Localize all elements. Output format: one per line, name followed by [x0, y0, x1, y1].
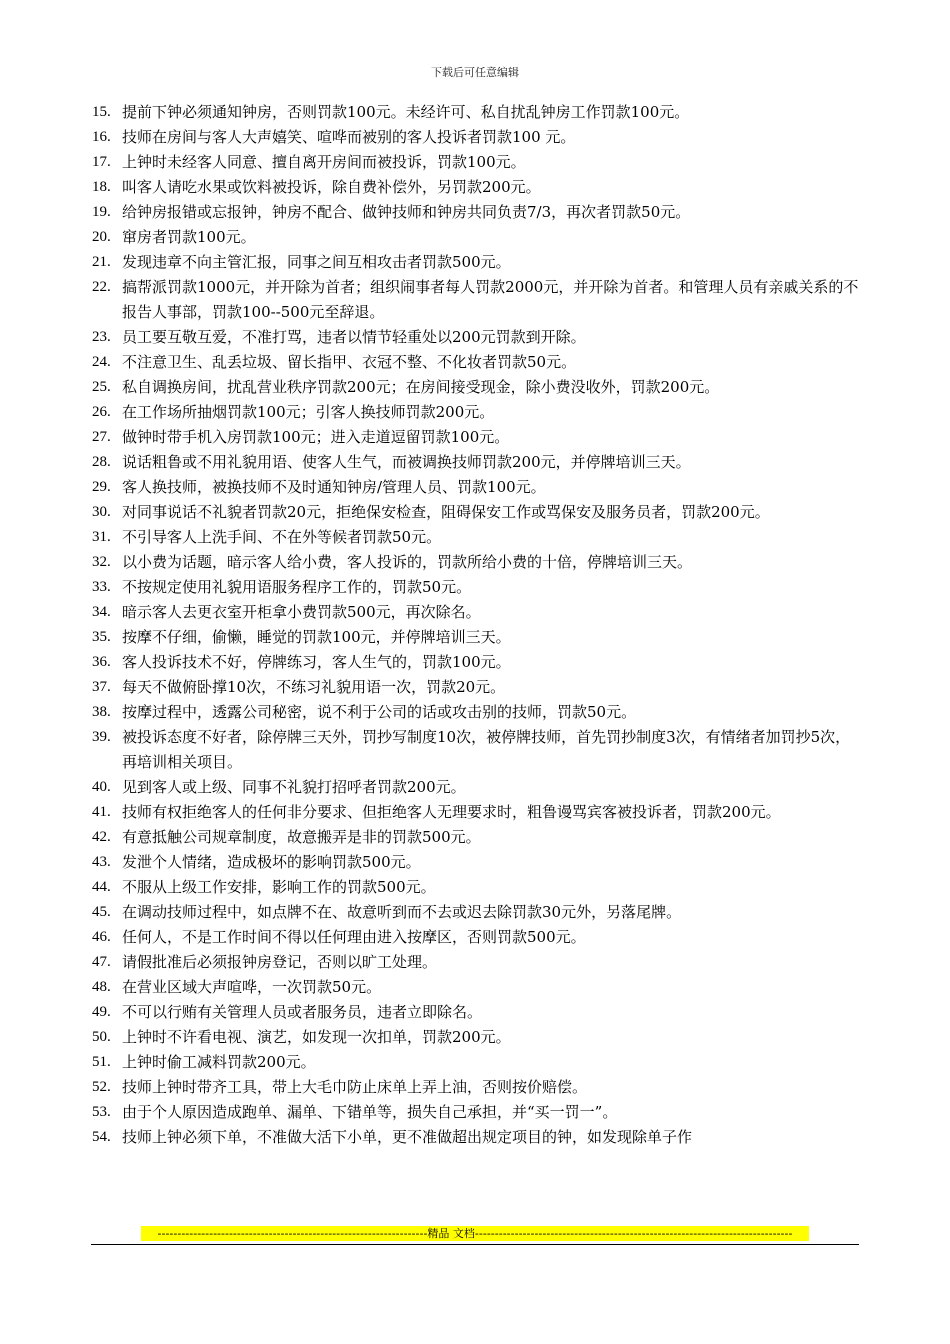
rule-item	[92, 125, 862, 150]
rule-number: 31.	[92, 529, 111, 545]
rule-item	[92, 550, 862, 575]
rule-item	[92, 500, 862, 525]
rule-text: 不服从上级工作安排，影响工作的罚款500元。	[122, 878, 436, 896]
rule-number: 45.	[92, 904, 111, 920]
rule-text: 有意抵触公司规章制度，故意搬弄是非的罚款500元。	[122, 828, 481, 846]
rule-number: 39.	[92, 729, 111, 745]
rule-item	[92, 450, 862, 475]
rule-item	[92, 800, 862, 825]
rule-text: 按摩不仔细，偷懒，睡觉的罚款100元，并停牌培训三天。	[122, 628, 511, 646]
rule-number: 32.	[92, 554, 111, 570]
footer-divider	[91, 1244, 859, 1245]
rule-text: 被投诉态度不好者，除停牌三天外，罚抄写制度10次，被停牌技师，首先罚抄制度3次，有情绪者加罚抄5次，再培训相关项目。	[122, 728, 851, 771]
rule-item	[92, 525, 862, 550]
rule-text: 对同事说话不礼貌者罚款20元，拒绝保安检查，阻碍保安工作或骂保安及服务员者，罚款200元。	[122, 503, 770, 521]
rule-text: 按摩过程中，透露公司秘密，说不利于公司的话或攻击别的技师，罚款50元。	[122, 703, 637, 721]
rule-number: 16.	[92, 129, 111, 145]
rule-item	[92, 675, 862, 700]
rule-text: 暗示客人去更衣室开柜拿小费罚款500元，再次除名。	[122, 603, 481, 621]
rule-text: 客人换技师，被换技师不及时通知钟房/管理人员、罚款100元。	[122, 478, 546, 496]
rule-number: 54.	[92, 1129, 111, 1145]
rule-number: 17.	[92, 154, 111, 170]
rule-number: 20.	[92, 229, 111, 245]
rule-text: 由于个人原因造成跑单、漏单、下错单等，损失自己承担，并“买一罚一”。	[122, 1103, 618, 1121]
rule-number: 37.	[92, 679, 111, 695]
rule-number: 43.	[92, 854, 111, 870]
rule-text: 上钟时偷工减料罚款200元。	[122, 1053, 316, 1071]
rule-text: 说话粗鲁或不用礼貌用语、使客人生气，而被调换技师罚款200元，并停牌培训三天。	[122, 453, 691, 471]
rule-item	[92, 575, 862, 600]
rule-number: 26.	[92, 404, 111, 420]
rule-number: 41.	[92, 804, 111, 820]
rule-text: 见到客人或上级、同事不礼貌打招呼者罚款200元。	[122, 778, 466, 796]
rule-number: 21.	[92, 254, 111, 270]
rule-text: 发现违章不向主管汇报，同事之间互相攻击者罚款500元。	[122, 253, 511, 271]
rule-number: 50.	[92, 1029, 111, 1045]
rule-item	[92, 250, 862, 275]
rule-text: 员工要互敬互爱，不准打骂，违者以情节轻重处以200元罚款到开除。	[122, 328, 586, 346]
rule-item	[92, 100, 862, 125]
rule-number: 34.	[92, 604, 111, 620]
footer-banner: --------------------------------------------------------------------精品 文档--------------------------------------------------------------------------------	[141, 1226, 809, 1241]
rule-text: 不可以行贿有关管理人员或者服务员，违者立即除名。	[122, 1003, 483, 1021]
rule-item	[92, 700, 862, 725]
rule-item	[92, 400, 862, 425]
rule-number: 24.	[92, 354, 111, 370]
rule-number: 42.	[92, 829, 111, 845]
rule-text: 提前下钟必须通知钟房，否则罚款100元。未经许可、私自扰乱钟房工作罚款100元。	[122, 103, 690, 121]
rule-number: 46.	[92, 929, 111, 945]
rule-text: 给钟房报错或忘报钟，钟房不配合、做钟技师和钟房共同负责7/3，再次者罚款50元。	[122, 203, 691, 221]
rule-number: 23.	[92, 329, 111, 345]
rule-number: 30.	[92, 504, 111, 520]
rule-item	[92, 825, 862, 850]
rule-number: 15.	[92, 104, 111, 120]
rule-item	[92, 350, 862, 375]
rule-number: 44.	[92, 879, 111, 895]
rule-item	[92, 1125, 862, 1150]
rule-text: 上钟时未经客人同意、擅自离开房间而被投诉，罚款100元。	[122, 153, 526, 171]
rule-text: 做钟时带手机入房罚款100元；进入走道逗留罚款100元。	[122, 428, 510, 446]
rule-text: 技师有权拒绝客人的任何非分要求、但拒绝客人无理要求时，粗鲁谩骂宾客被投诉者，罚款200元。	[122, 803, 781, 821]
rule-number: 52.	[92, 1079, 111, 1095]
rule-text: 不注意卫生、乱丢垃圾、留长指甲、衣冠不整、不化妆者罚款50元。	[122, 353, 577, 371]
rule-item	[92, 425, 862, 450]
rule-text: 私自调换房间，扰乱营业秩序罚款200元；在房间接受现金，除小费没收外，罚款200元。	[122, 378, 720, 396]
rule-number: 27.	[92, 429, 111, 445]
rule-item	[92, 600, 862, 625]
rule-item	[92, 1025, 862, 1050]
rule-item	[92, 900, 862, 925]
rule-number: 51.	[92, 1054, 111, 1070]
rule-item	[92, 625, 862, 650]
rule-item	[92, 1050, 862, 1075]
rule-text: 在营业区域大声喧哗，一次罚款50元。	[122, 978, 382, 996]
rule-item	[92, 225, 862, 250]
rule-number: 18.	[92, 179, 111, 195]
rule-text: 在调动技师过程中，如点牌不在、故意听到而不去或迟去除罚款30元外，另落尾牌。	[122, 903, 682, 921]
page-header: 下载后可任意编辑	[431, 66, 519, 79]
rule-number: 25.	[92, 379, 111, 395]
rule-number: 49.	[92, 1004, 111, 1020]
rule-item	[92, 650, 862, 675]
rule-text: 技师上钟必须下单，不准做大活下小单，更不准做超出规定项目的钟，如发现除单子作	[122, 1128, 693, 1146]
rule-number: 29.	[92, 479, 111, 495]
rule-number: 53.	[92, 1104, 111, 1120]
rule-text: 叫客人请吃水果或饮料被投诉，除自费补偿外，另罚款200元。	[122, 178, 541, 196]
rule-number: 38.	[92, 704, 111, 720]
rule-item	[92, 325, 862, 350]
rule-number: 48.	[92, 979, 111, 995]
rule-number: 47.	[92, 954, 111, 970]
rule-item	[92, 950, 862, 975]
rule-text: 窜房者罚款100元。	[122, 228, 256, 246]
rule-text: 客人投诉技术不好，停牌练习，客人生气的，罚款100元。	[122, 653, 511, 671]
rule-item	[92, 725, 862, 775]
rule-text: 在工作场所抽烟罚款100元；引客人换技师罚款200元。	[122, 403, 495, 421]
rule-item	[92, 475, 862, 500]
rule-text: 每天不做俯卧撑10次，不练习礼貌用语一次，罚款20元。	[122, 678, 506, 696]
rule-number: 28.	[92, 454, 111, 470]
rule-text: 搞帮派罚款1000元，并开除为首者；组织闹事者每人罚款2000元，并开除为首者。和管理人员有亲戚关系的不报告人事部，罚款100--500元至辞退。	[122, 278, 859, 321]
rule-item	[92, 275, 862, 325]
rule-text: 任何人，不是工作时间不得以任何理由进入按摩区，否则罚款500元。	[122, 928, 586, 946]
rule-text: 不引导客人上洗手间、不在外等候者罚款50元。	[122, 528, 442, 546]
rule-item	[92, 1000, 862, 1025]
rule-item	[92, 875, 862, 900]
rule-text: 技师在房间与客人大声嬉笑、喧哗而被别的客人投诉者罚款100 元。	[122, 128, 576, 146]
rule-item	[92, 175, 862, 200]
rule-item	[92, 925, 862, 950]
rule-number: 36.	[92, 654, 111, 670]
rule-text: 请假批准后必须报钟房登记，否则以旷工处理。	[122, 953, 438, 971]
rule-item	[92, 850, 862, 875]
rule-item	[92, 1075, 862, 1100]
rule-text: 不按规定使用礼貌用语服务程序工作的，罚款50元。	[122, 578, 472, 596]
rule-number: 33.	[92, 579, 111, 595]
rule-text: 技师上钟时带齐工具，带上大毛巾防止床单上弄上油，否则按价赔偿。	[122, 1078, 588, 1096]
rule-text: 上钟时不许看电视、演艺，如发现一次扣单，罚款200元。	[122, 1028, 511, 1046]
rule-number: 35.	[92, 629, 111, 645]
rule-text: 以小费为话题，暗示客人给小费，客人投诉的，罚款所给小费的十倍，停牌培训三天。	[122, 553, 693, 571]
rule-item	[92, 200, 862, 225]
rule-text: 发泄个人情绪，造成极坏的影响罚款500元。	[122, 853, 421, 871]
rule-item	[92, 1100, 862, 1125]
rule-number: 40.	[92, 779, 111, 795]
rule-number: 22.	[92, 279, 111, 295]
rule-number: 19.	[92, 204, 111, 220]
rule-item	[92, 150, 862, 175]
rules-list	[92, 100, 862, 1150]
rule-item	[92, 975, 862, 1000]
rule-item	[92, 375, 862, 400]
rule-item	[92, 775, 862, 800]
